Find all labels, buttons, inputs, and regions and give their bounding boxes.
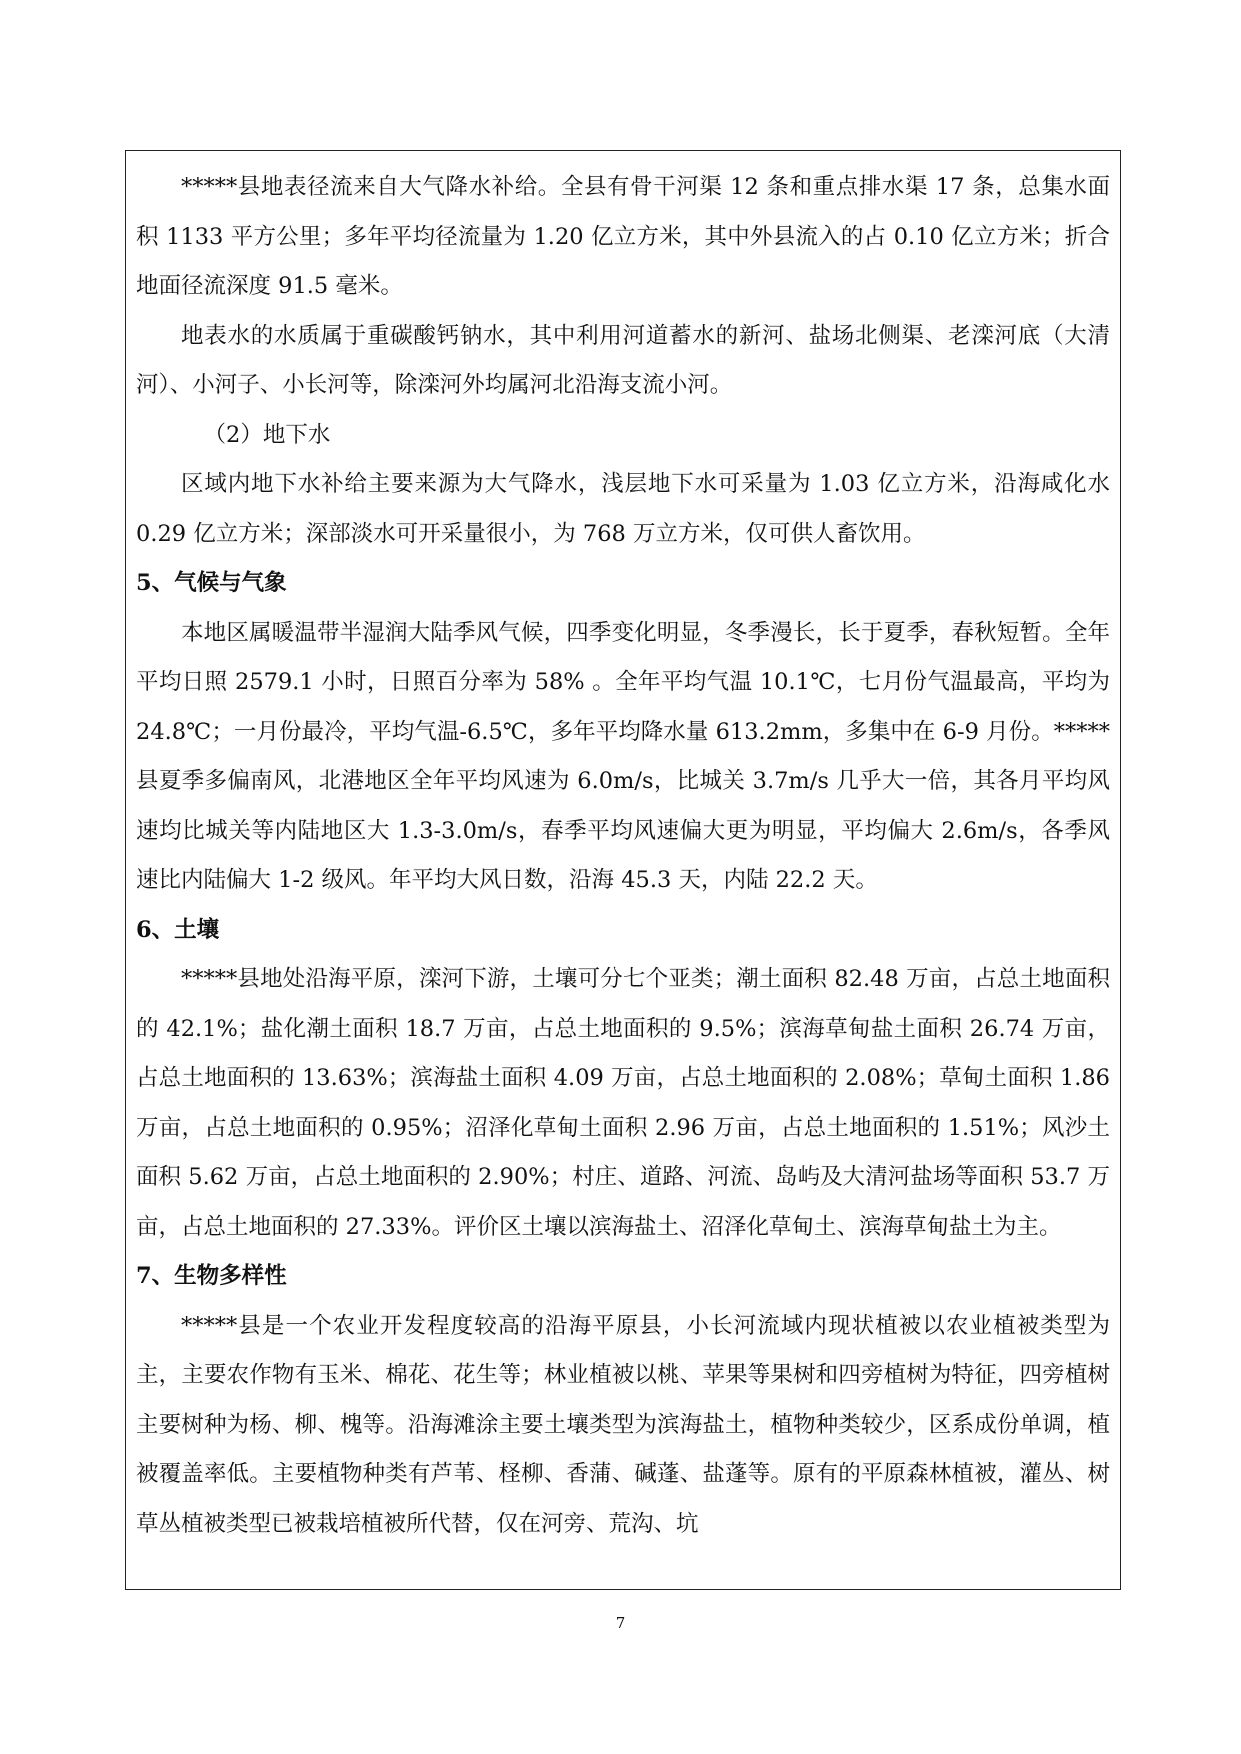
paragraph-groundwater: 区域内地下水补给主要来源为大气降水，浅层地下水可采量为 1.03 亿立方米，沿海咸化水 0.29 亿立方米；深部淡水可开采量很小，为 768 万立方米，仅可供人畜饮用。 [136, 471, 1110, 547]
paragraph-biodiversity: *****县是一个农业开发程度较高的沿海平原县，小长河流域内现状植被以农业植被类型为主，主要农作物有玉米、棉花、花生等；林业植被以桃、苹果等果树和四旁植树为特征，四旁植树主要树种为杨、柳、槐等。沿海滩涂主要土壤类型为滨海盐土，植物种类较少，区系成份单调，植被覆盖率低。主要植物种类有芦苇、柽柳、香蒲、碱蓬、盐蓬等。原有的平原森林植被，灌丛、树草丛植被类型已被栽培植被所代替，仅在河旁、荒沟、坑 [136, 1312, 1110, 1537]
paragraph-soil: *****县地处沿海平原，滦河下游，土壤可分七个亚类；潮土面积 82.48 万亩，占总土地面积的 42.1%；盐化潮土面积 18.7 万亩，占总土地面积的 9.5%；滨海草甸盐土面积 26.74 万亩，占总土地面积的 13.63%；滨海盐土面积 4.09 万亩，占总土地面积的 2.08%；草甸土面积 1.86 万亩，占总土地面积的 0.95%；沼泽化草甸土面积 2.96 万亩，占总土地面积的 1.51%；风沙土面积 5.62 万亩，占总土地面积的 2.90%；村庄、道路、河流、岛屿及大清河盐场等面积 53.7 万亩，占总土地面积的 27.33%。评价区土壤以滨海盐土、沼泽化草甸土、滨海草甸盐土为主。 [136, 966, 1110, 1240]
paragraph-climate: 本地区属暖温带半湿润大陆季风气候，四季变化明显，冬季漫长，长于夏季，春秋短暂。全年平均日照 2579.1 小时，日照百分率为 58% 。全年平均气温 10.1℃，七月份气温最高，平均为 24.8℃；一月份最冷，平均气温-6.5℃，多年平均降水量 613.2mm，多集中在 6-9 月份。*****县夏季多偏南风，北港地区全年平均风速为 6.0m/s，比城关 3.7m/s 几乎大一倍，其各月平均风速均比城关等内陆地区大 1.3-3.0m/s，春季平均风速偏大更为明显，平均偏大 2.6m/s，各季风速比内陆偏大 1-2 级风。年平均大风日数，沿海 45.3 天，内陆 22.2 天。 [136, 619, 1110, 893]
paragraph-surface-water-quality: 地表水的水质属于重碳酸钙钠水，其中利用河道蓄水的新河、盐场北侧渠、老滦河底（大清河）、小河子、小长河等，除滦河外均属河北沿海支流小河。 [136, 322, 1110, 398]
heading-climate: 5、气候与气象 [136, 570, 287, 596]
heading-biodiversity: 7、生物多样性 [136, 1263, 287, 1289]
page-number: 7 [615, 1614, 626, 1632]
paragraph-surface-runoff: *****县地表径流来自大气降水补给。全县有骨干河渠 12 条和重点排水渠 17 条，总集水面积 1133 平方公里；多年平均径流量为 1.20 亿立方米，其中外县流入的占 0.10 亿立方米；折合地面径流深度 91.5 毫米。 [136, 174, 1110, 299]
content-frame [125, 150, 1121, 1590]
subheading-groundwater: （2）地下水 [203, 421, 331, 448]
heading-soil: 6、土壤 [136, 916, 220, 943]
